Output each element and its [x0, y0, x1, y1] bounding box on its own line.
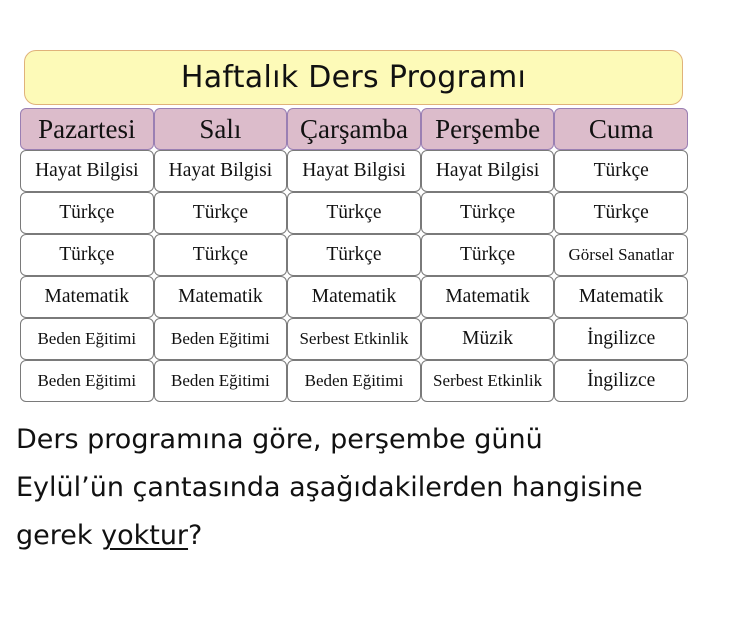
table-cell: İngilizce [554, 318, 688, 360]
table-cell: Beden Eğitimi [154, 360, 288, 402]
table-cell: Beden Eğitimi [154, 318, 288, 360]
table-cell: Türkçe [20, 192, 154, 234]
question-emphasis: yoktur [101, 520, 189, 551]
header-cuma: Cuma [554, 108, 688, 150]
schedule-title: Haftalık Ders Programı [24, 50, 683, 105]
table-row [20, 150, 688, 192]
table-cell: Türkçe [554, 192, 688, 234]
schedule-table [20, 108, 688, 402]
table-cell: İngilizce [554, 360, 688, 402]
table-cell: Beden Eğitimi [20, 318, 154, 360]
table-cell: Hayat Bilgisi [154, 150, 288, 192]
table-cell: Görsel Sanatlar [554, 234, 688, 276]
table-cell: Beden Eğitimi [287, 360, 421, 402]
question-line-3 [16, 512, 716, 560]
table-cell: Beden Eğitimi [20, 360, 154, 402]
table-cell: Serbest Etkinlik [421, 360, 555, 402]
table-header-row [20, 108, 688, 150]
header-carsamba: Çarşamba [287, 108, 421, 150]
table-cell: Matematik [287, 276, 421, 318]
table-cell: Matematik [554, 276, 688, 318]
table-cell: Hayat Bilgisi [20, 150, 154, 192]
table-cell: Türkçe [554, 150, 688, 192]
question-mark: ? [188, 520, 203, 551]
table-cell: Matematik [20, 276, 154, 318]
table-row [20, 192, 688, 234]
table-cell: Türkçe [287, 192, 421, 234]
table-row [20, 360, 688, 402]
table-cell: Hayat Bilgisi [421, 150, 555, 192]
table-cell: Türkçe [154, 192, 288, 234]
question-text [16, 416, 716, 560]
header-pazartesi: Pazartesi [20, 108, 154, 150]
table-row [20, 318, 688, 360]
table-cell: Türkçe [421, 192, 555, 234]
table-cell: Matematik [421, 276, 555, 318]
table-cell: Matematik [154, 276, 288, 318]
question-line-1: Ders programına göre, perşembe günü [16, 424, 543, 455]
header-sali: Salı [154, 108, 288, 150]
table-cell: Serbest Etkinlik [287, 318, 421, 360]
question-line-2: Eylül’ün çantasında aşağıdakilerden hangisine [16, 472, 643, 503]
table-cell: Türkçe [20, 234, 154, 276]
question-line-3-start: gerek [16, 520, 102, 551]
table-cell: Hayat Bilgisi [287, 150, 421, 192]
table-row [20, 234, 688, 276]
table-cell: Türkçe [154, 234, 288, 276]
table-row [20, 276, 688, 318]
table-cell: Türkçe [421, 234, 555, 276]
table-cell: Türkçe [287, 234, 421, 276]
header-persembe: Perşembe [421, 108, 555, 150]
table-cell: Müzik [421, 318, 555, 360]
